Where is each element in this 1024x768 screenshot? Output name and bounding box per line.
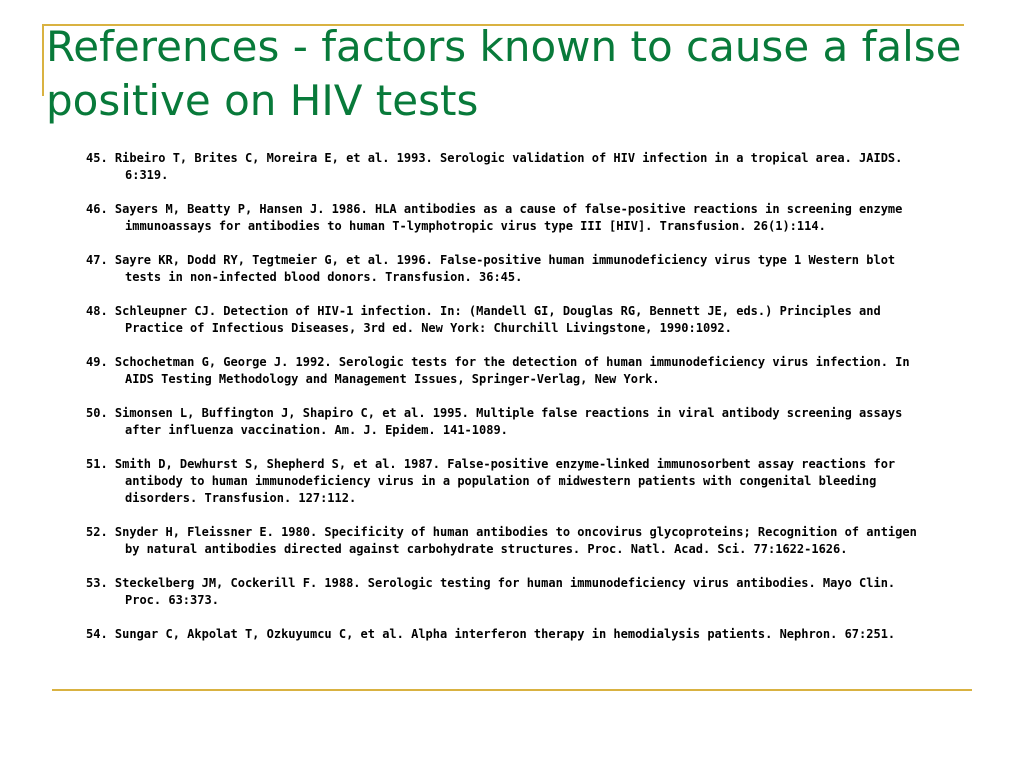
- reference-item: 47. Sayre KR, Dodd RY, Tegtmeier G, et al. 1996. False-positive human immunodeficiency virus type 1 Western blot tests in non-infected blood donors. Transfusion. 36:45.: [86, 253, 896, 284]
- reference-item: 50. Simonsen L, Buffington J, Shapiro C, et al. 1995. Multiple false reactions in viral antibody screening assays after influenza vaccination. Am. J. Epidem. 141-1089.: [86, 406, 903, 437]
- reference-item: 45. Ribeiro T, Brites C, Moreira E, et al. 1993. Serologic validation of HIV infection in a tropical area. JAIDS. 6:319.: [86, 151, 903, 182]
- reference-item: 48. Schleupner CJ. Detection of HIV-1 infection. In: (Mandell GI, Douglas RG, Bennett JE, eds.) Principles and Practice of Infectious Diseases, 3rd ed. New York: Churchill Livingstone, 1990:1092.: [86, 304, 881, 335]
- reference-item: 53. Steckelberg JM, Cockerill F. 1988. Serologic testing for human immunodeficiency virus antibodies. Mayo Clin. Proc. 63:373.: [86, 576, 896, 607]
- reference-list: [86, 150, 936, 660]
- reference-item: 51. Smith D, Dewhurst S, Shepherd S, et al. 1987. False-positive enzyme-linked immunosorbent assay reactions for antibody to human immunodeficiency virus in a population of midwestern patients with congenital bleeding disorders. Transfusion. 127:112.: [86, 457, 896, 505]
- bottom-rule: [52, 689, 972, 691]
- reference-item: 49. Schochetman G, George J. 1992. Serologic tests for the detection of human immunodeficiency virus infection. In AIDS Testing Methodology and Management Issues, Springer-Verlag, New York.: [86, 355, 910, 386]
- slide-title: References - factors known to cause a false positive on HIV tests: [46, 22, 962, 125]
- left-rule: [42, 24, 44, 96]
- reference-item: 46. Sayers M, Beatty P, Hansen J. 1986. HLA antibodies as a cause of false-positive reactions in screening enzyme immunoassays for antibodies to human T-lymphotropic virus type III [HIV]. Transfusion. 26(1):114.: [86, 202, 903, 233]
- reference-item: 54. Sungar C, Akpolat T, Ozkuyumcu C, et al. Alpha interferon therapy in hemodialysis patients. Nephron. 67:251.: [86, 627, 896, 641]
- reference-item: 52. Snyder H, Fleissner E. 1980. Specificity of human antibodies to oncovirus glycoproteins; Recognition of antigen by natural antibodies directed against carbohydrate structures. Proc. Natl. Acad. Sci. 77:1622-1626.: [86, 525, 917, 556]
